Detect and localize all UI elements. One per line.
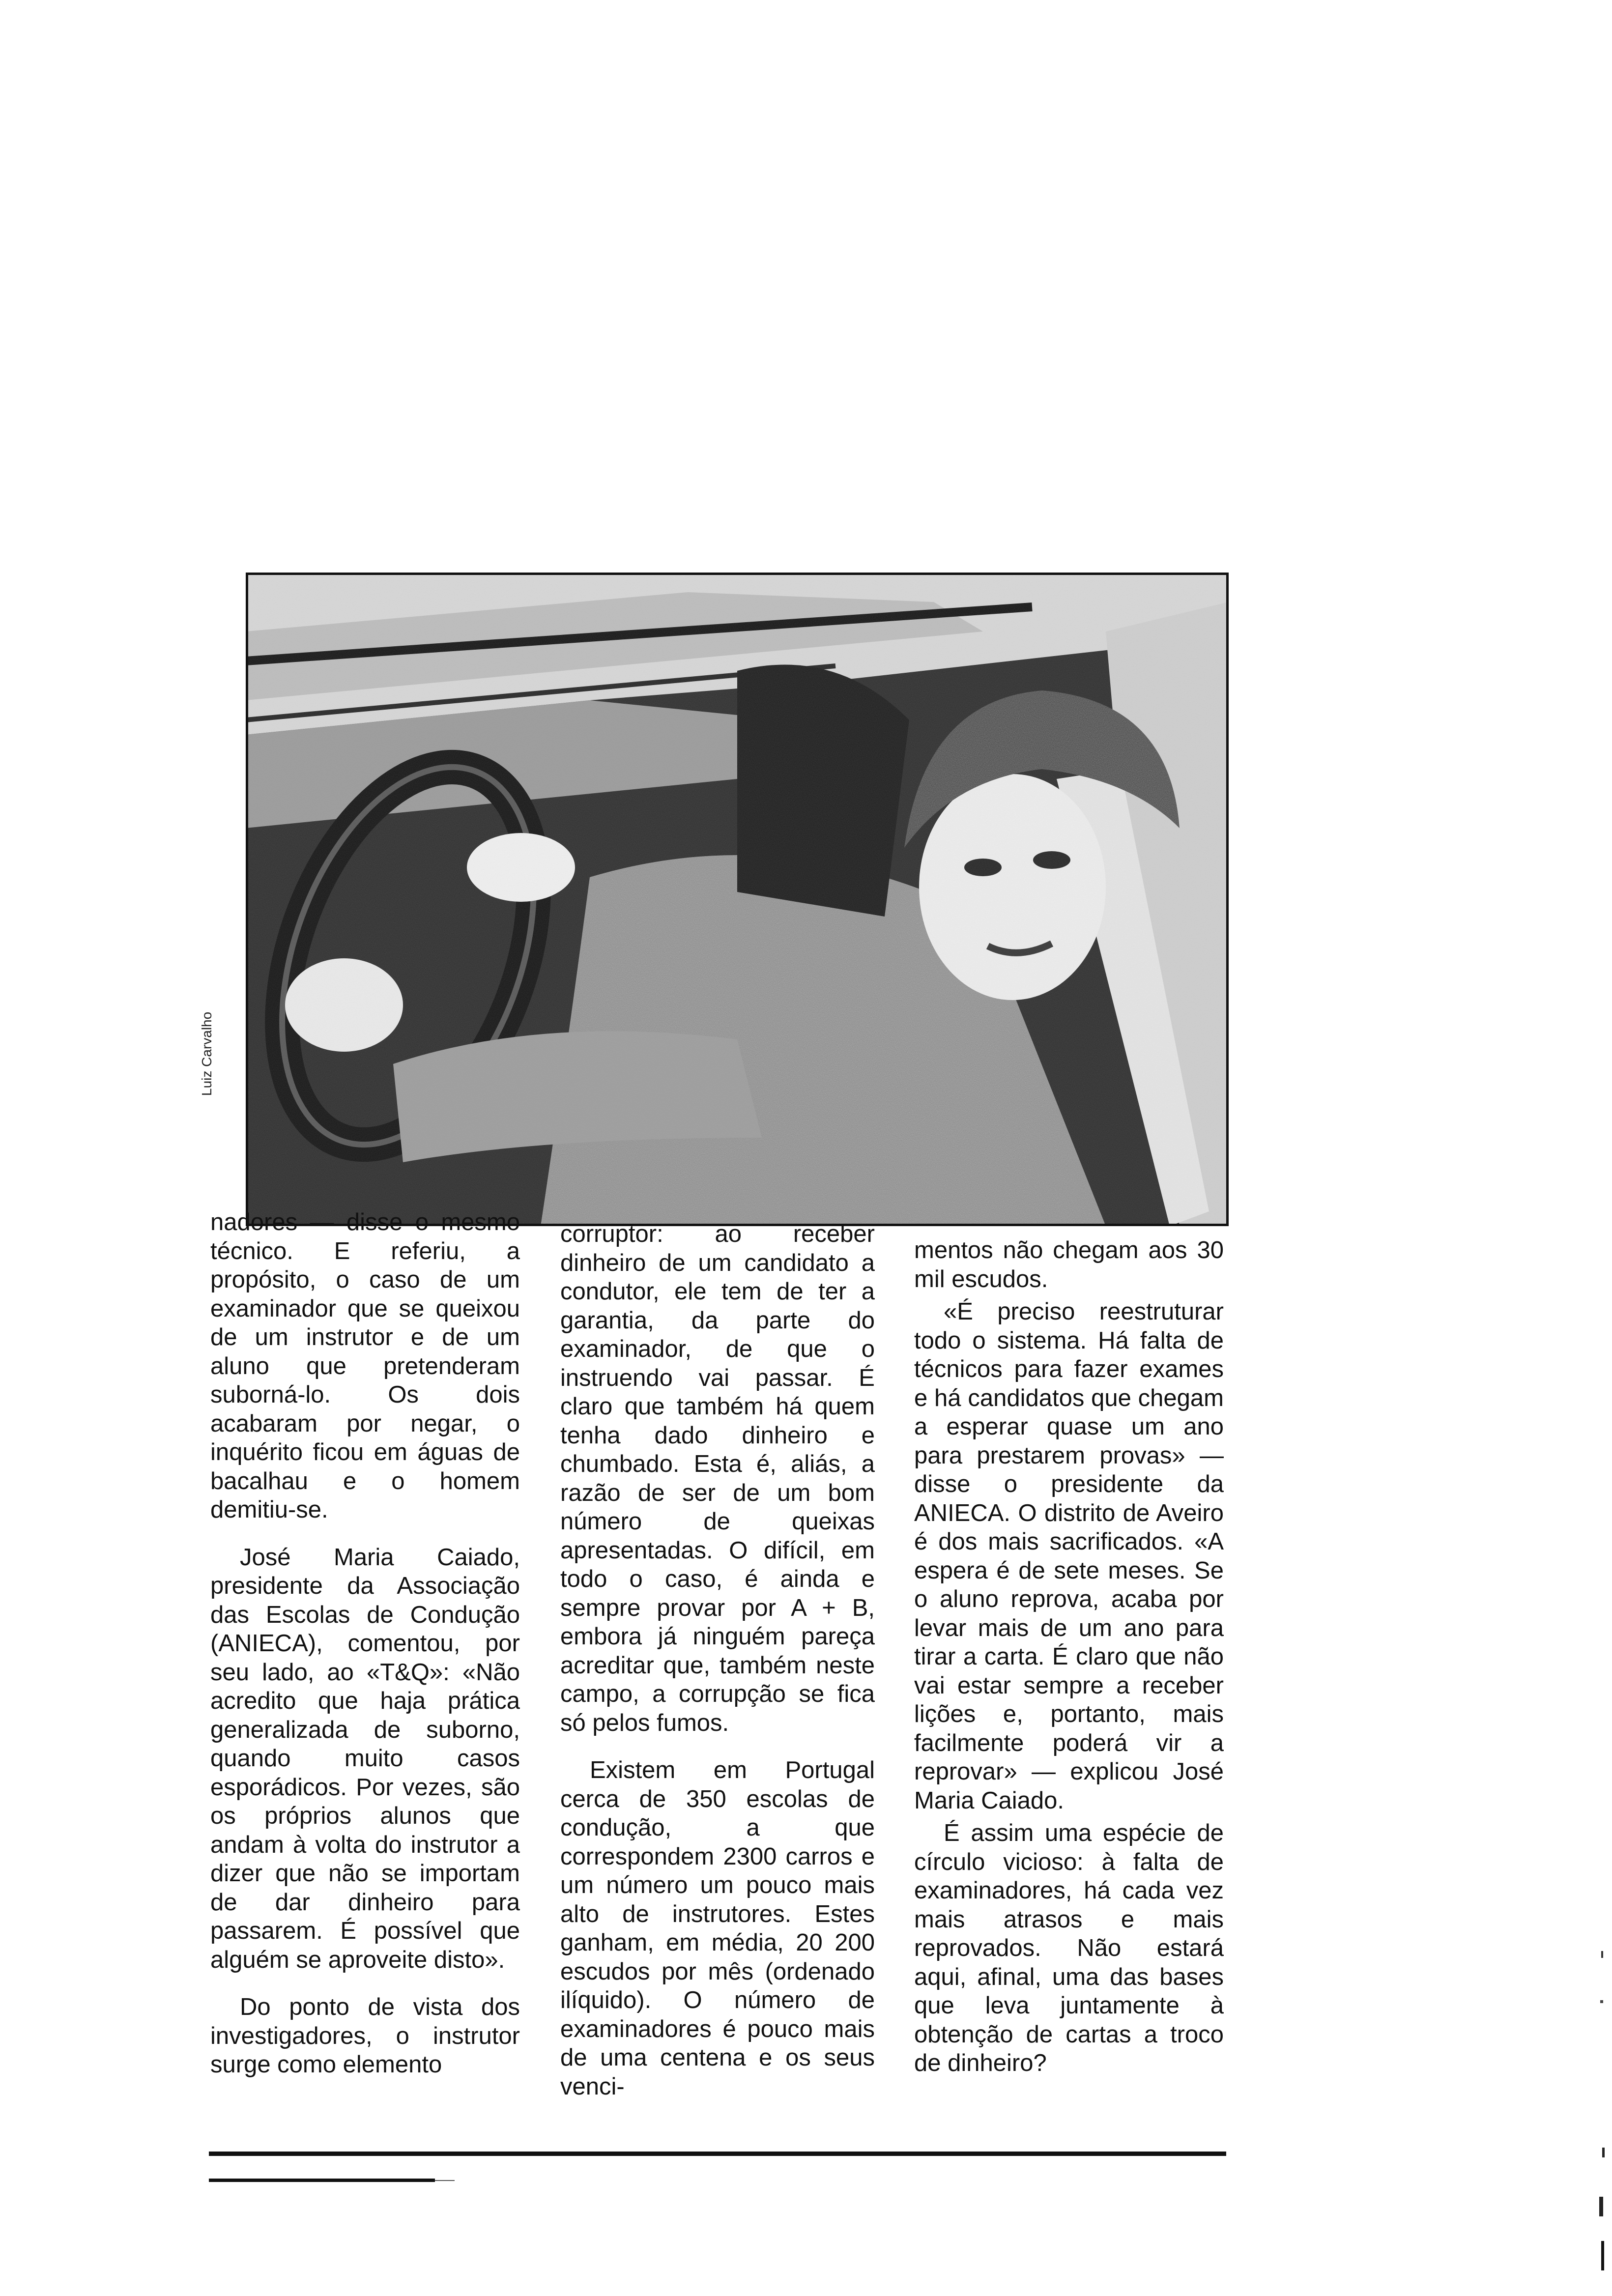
- photo-credit: Luiz Carvalho: [199, 1011, 214, 1096]
- end-rule-tail: [435, 2180, 455, 2181]
- end-rule: [209, 2179, 435, 2182]
- paragraph: nadores — disse o mesmo técnico. E referiu, a propósito, o caso de um examinador que se queixou de um instrutor e de um aluno que pretenderam suborná-lo. Os dois acabaram por negar, o inquérito ficou em águas de bacalhau e o homem demitiu-se.: [210, 1209, 520, 1523]
- paragraph: José Maria Caiado, presidente da Associação das Escolas de Condução (ANIECA), comentou, por seu lado, ao «T&Q»: «Não acredito que haja prática generalizada de suborno, quando muito casos esporádicos. Por vezes, são os próprios alunos que andam à volta do instrutor a dizer que não se importam de dar dinheiro para passarem. É possível que alguém se aproveite disto».: [210, 1544, 520, 1973]
- article-column-2: [560, 1220, 875, 2101]
- paragraph: É assim uma espécie de círculo vicioso: à falta de examinadores, há cada vez mais atrasos e mais reprovados. Não estará aqui, afinal, uma das bases que leva juntamente à obtenção de cartas a troco de dinheiro?: [914, 1820, 1224, 2076]
- paragraph: corruptor: ao receber dinheiro de um candidato a condutor, ele tem de ter a garantia, da parte do examinador, de que o instruendo vai passar. É claro que também há quem tenha dado dinheiro e chumbado. Esta é, aliás, a razão de ser de um bom número de queixas apresentadas. O difícil, em todo o caso, é ainda e sempre provar por A + B, embora já ninguém pareça acreditar que, também neste campo, a corrupção se fica só pelos fumos.: [560, 1221, 875, 1736]
- paragraph: Do ponto de vista dos investigadores, o instrutor surge como elemento: [210, 1994, 520, 2078]
- bottom-rule: [209, 2152, 1226, 2156]
- photo-illustration: [246, 573, 1229, 1226]
- article-column-3: [914, 1236, 1224, 2078]
- article-photo: [246, 573, 1229, 1226]
- article-column-1: [210, 1208, 520, 2079]
- scan-specks: [1592, 1941, 1612, 2285]
- paragraph: mentos não chegam aos 30 mil escudos.: [914, 1237, 1224, 1292]
- paragraph: «É preciso reestruturar todo o sistema. Há falta de técnicos para fazer exames e há candidatos que chegam a esperar quase um ano para prestarem provas» — disse o presidente da ANIECA. O distrito de Aveiro é dos mais sacrificados. «A espera é de sete meses. Se o aluno reprova, acaba por levar mais de um ano para tirar a carta. É claro que não vai estar sempre a receber lições e, portanto, mais facilmente poderá vir a reprovar» — explicou José Maria Caiado.: [914, 1298, 1224, 1814]
- paragraph: Existem em Portugal cerca de 350 escolas de condução, a que correspondem 2300 carros e um número um pouco mais alto de instrutores. Estes ganham, em média, 20 200 escudos por mês (ordenado ilíquido). O número de examinadores é pouco mais de uma centena e os seus venci-: [560, 1757, 875, 2100]
